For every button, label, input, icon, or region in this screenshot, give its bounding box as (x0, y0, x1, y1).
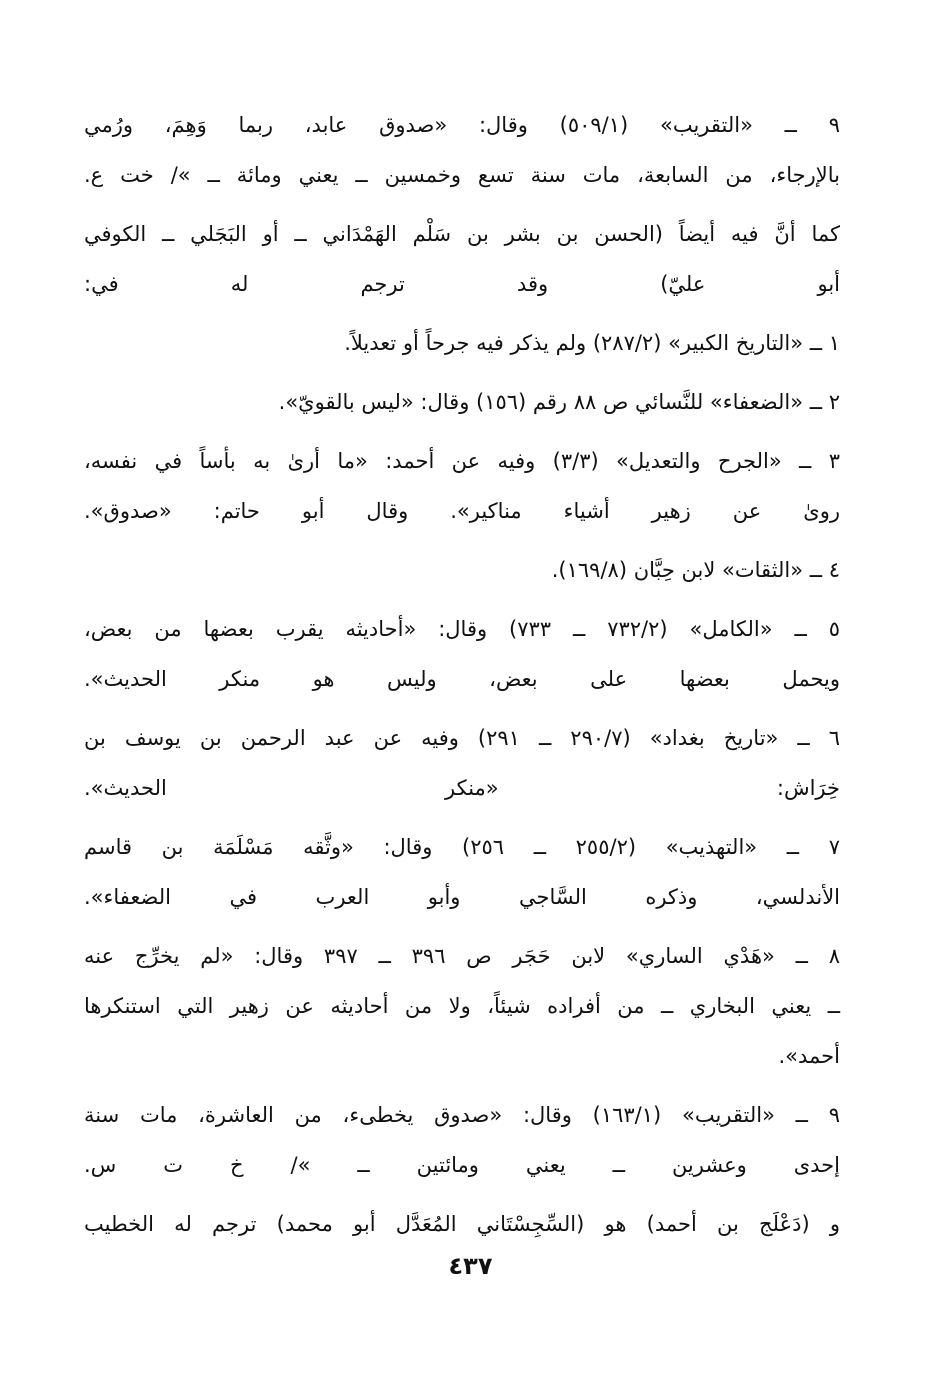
text-line: ويحمل بعضها على بعض، وليس هو منكر الحديث». (84, 667, 840, 691)
text-line: ٧ ــ «التهذيب» (٢٥٥/٢ ــ ٢٥٦) وقال: «وثَّقه مَسْلَمَة بن قاسم (84, 835, 840, 859)
paragraph-10 (84, 931, 840, 1081)
text-line: إحدى وعشرين ــ يعني ومائتين ــ »/ خ ت س. (84, 1153, 840, 1177)
page-number: ٤٣٧ (448, 1252, 493, 1280)
paragraph-5 (84, 436, 840, 536)
text-line: أحمد». (778, 1044, 840, 1068)
paragraph-9 (84, 822, 840, 922)
text-line: ١ ــ «التاريخ الكبير» (٢٨٧/٢) ولم يذكر فيه جرحاً أو تعديلاً. (344, 331, 840, 355)
text-line: كما أنَّ فيه أيضاً (الحسن بن بشر بن سَلْم الهَمْدَاني ــ أو البَجَلي ــ الكوفي (84, 222, 840, 246)
text-line: روىٰ عن زهير أشياء مناكير». وقال أبو حاتم: «صدوق». (84, 499, 840, 523)
text-line: ٥ ــ «الكامل» (٧٣٢/٢ ــ ٧٣٣) وقال: «أحاديثه يقرب بعضها من بعض، (84, 617, 840, 641)
text-line: ٢ ــ «الضعفاء» للنَّسائي ص ٨٨ رقم (١٥٦) وقال: «ليس بالقويّ». (278, 390, 840, 414)
paragraph-7 (84, 604, 840, 704)
text-line: بالإرجاء، من السابعة، مات سنة تسع وخمسين ــ يعني ومائة ــ »/ خت ع. (84, 163, 840, 187)
text-line: خِرَاش: «منكر الحديث». (84, 776, 840, 800)
paragraph-11 (84, 1090, 840, 1190)
paragraph-3 (84, 318, 840, 368)
text-line: الأندلسي، وذكره السَّاجي وأبو العرب في الضعفاء». (84, 885, 840, 909)
text-line: ٨ ــ «هَدْي الساري» لابن حَجَر ص ٣٩٦ ــ ٣٩٧ وقال: «لم يخرِّج عنه (84, 944, 841, 968)
text-line: ــ يعني البخاري ــ من أفراده شيئاً، ولا من أحاديثه عن زهير التي استنكرها (84, 994, 840, 1018)
page-body (84, 100, 840, 1258)
paragraph-6 (84, 545, 840, 595)
text-line: ٩ ــ «التقريب» (٥٠٩/١) وقال: «صدوق عابد، ربما وَهِمَ، ورُمي (84, 113, 840, 137)
paragraph-1 (84, 100, 840, 200)
text-line: أبو عليّ) وقد ترجم له في: (84, 272, 840, 296)
paragraph-12 (84, 1199, 840, 1249)
paragraph-2 (84, 209, 840, 309)
text-line: ٤ ــ «الثقات» لابن حِبَّان (١٦٩/٨). (551, 558, 840, 582)
text-line: ٦ ــ «تاريخ بغداد» (٢٩٠/٧ ــ ٢٩١) وفيه عن عبد الرحمن بن يوسف بن (84, 726, 841, 750)
text-line: و (دَعْلَج بن أحمد) هو (السِّجِسْتَاني المُعَدَّل أبو محمد) ترجم له الخطيب (84, 1212, 840, 1236)
paragraph-8 (84, 713, 840, 813)
paragraph-4 (84, 377, 840, 427)
text-line: ٩ ــ «التقريب» (١٦٣/١) وقال: «صدوق يخطىء، من العاشرة، مات سنة (84, 1103, 840, 1127)
text-line: ٣ ــ «الجرح والتعديل» (٣/٣) وفيه عن أحمد: «ما أرىٰ به بأساً في نفسه، (84, 449, 840, 473)
